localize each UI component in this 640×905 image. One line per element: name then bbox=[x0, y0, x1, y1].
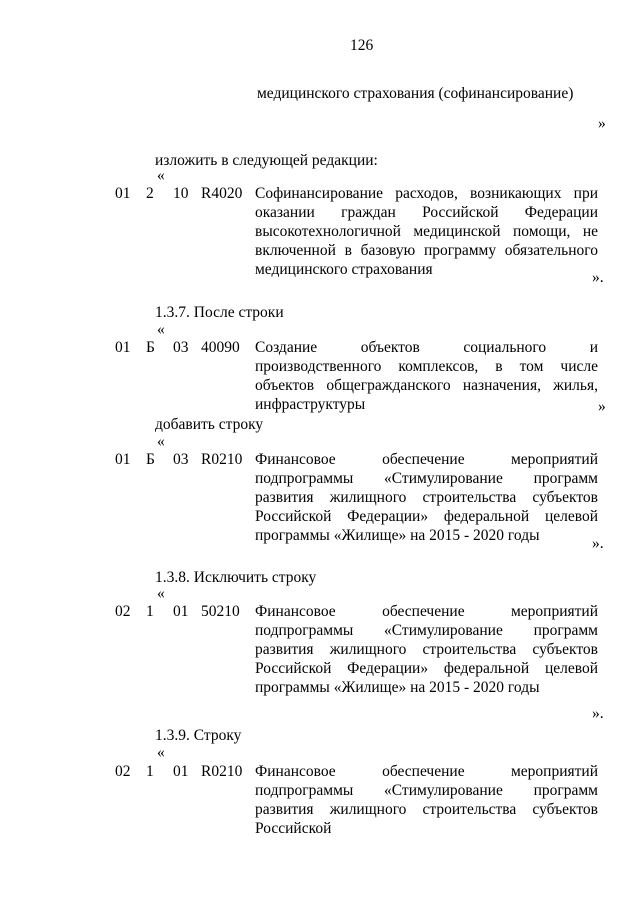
row-code-section: 02 bbox=[115, 763, 131, 780]
row-code-section: 01 bbox=[115, 451, 131, 468]
intro-text: изложить в следующей редакции: bbox=[155, 152, 378, 169]
section-heading: 1.3.7. После строки bbox=[155, 304, 284, 321]
row-code-group: 10 bbox=[173, 185, 189, 202]
open-quote: « bbox=[157, 433, 165, 450]
header-line: медицинского страхования (софинансирование) bbox=[257, 85, 574, 102]
row-code-target: R0210 bbox=[201, 763, 243, 780]
row-code-subsection: Б bbox=[146, 451, 155, 468]
row-code-subsection: Б bbox=[146, 339, 155, 356]
row-code-subsection: 1 bbox=[146, 763, 154, 780]
row-code-subsection: 1 bbox=[146, 603, 154, 620]
intro-text: добавить строку bbox=[155, 416, 264, 433]
open-quote: « bbox=[157, 167, 165, 184]
close-quote-dot: ». bbox=[592, 705, 604, 722]
row-code-target: R0210 bbox=[201, 451, 243, 468]
open-quote: « bbox=[157, 585, 165, 602]
close-quote-dot: ». bbox=[592, 269, 604, 286]
page-number: 126 bbox=[350, 37, 374, 54]
row-code-target: R4020 bbox=[201, 185, 243, 202]
row-description: Создание объектов социального и производственного комплексов, в том числе объектов общегражданского назначения, жилья, инфраструктуры bbox=[255, 339, 598, 413]
close-quote: » bbox=[598, 398, 606, 415]
row-description: Финансовое обеспечение мероприятий подпрограммы «Стимулирование программ развития жилищного строительства субъектов Российской Федерации» федеральной целевой программы «Жилище» на 2015 - 2020 годы bbox=[255, 603, 598, 696]
close-quote: » bbox=[598, 115, 606, 132]
close-quote-dot: ». bbox=[592, 535, 604, 552]
row-description: Софинансирование расходов, возникающих при оказании граждан Российской Федерации высокотехнологичной медицинской помощи, не включенной в базовую программу обязательного медицинского страхования bbox=[255, 185, 598, 278]
row-code-subsection: 2 bbox=[146, 185, 154, 202]
row-code-group: 03 bbox=[173, 339, 189, 356]
row-description: Финансовое обеспечение мероприятий подпрограммы «Стимулирование программ развития жилищного строительства субъектов Российской Федерации» федеральной целевой программы «Жилище» на 2015 - 2020 годы bbox=[255, 451, 598, 544]
row-code-group: 01 bbox=[173, 603, 189, 620]
row-code-section: 01 bbox=[115, 339, 131, 356]
row-code-section: 02 bbox=[115, 603, 131, 620]
open-quote: « bbox=[157, 744, 165, 761]
section-heading: 1.3.9. Строку bbox=[155, 727, 242, 744]
row-code-target: 40090 bbox=[201, 339, 240, 356]
open-quote: « bbox=[157, 321, 165, 338]
row-code-section: 01 bbox=[115, 185, 131, 202]
row-code-target: 50210 bbox=[201, 603, 240, 620]
row-code-group: 03 bbox=[173, 451, 189, 468]
row-description: Финансовое обеспечение мероприятий подпрограммы «Стимулирование программ развития жилищного строительства субъектов Российской bbox=[255, 763, 598, 837]
section-heading: 1.3.8. Исключить строку bbox=[155, 569, 317, 586]
row-code-group: 01 bbox=[173, 763, 189, 780]
